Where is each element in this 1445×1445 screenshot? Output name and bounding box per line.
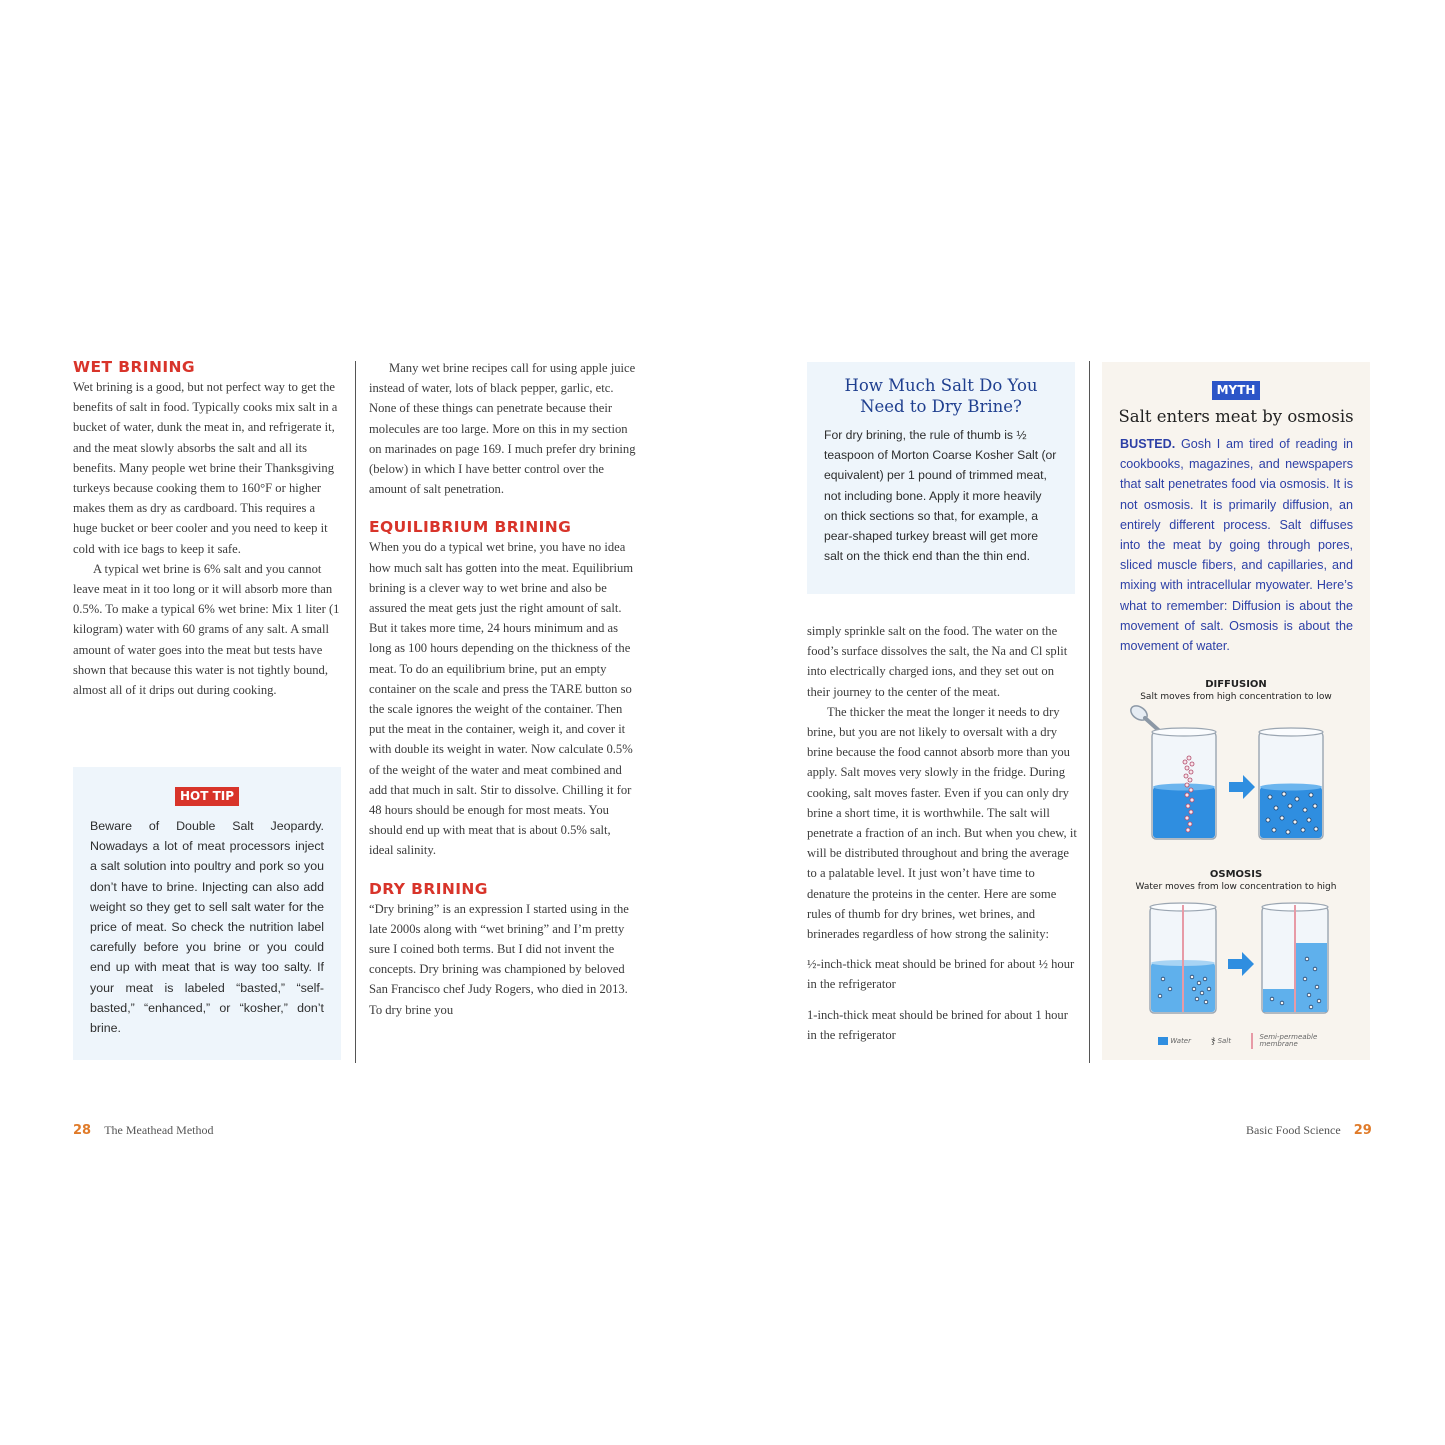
salt-molecule-icon: ჯ: [1211, 1036, 1216, 1046]
glass-high-salt: [1152, 728, 1216, 839]
half-inch-rule: ½-inch-thick meat should be brined for about ½ hour in the refrigerator: [807, 957, 1075, 992]
hot-tip-badge: HOT TIP: [175, 787, 239, 806]
salt-box-title-line-1: How Much Salt Do You: [844, 376, 1038, 395]
glass-before-osmosis: [1150, 903, 1216, 1013]
equilibrium-brining-heading: EQUILIBRIUM BRINING: [369, 518, 572, 537]
dry-brining-heading: DRY BRINING: [369, 879, 488, 898]
column-2: [369, 358, 637, 1020]
arrow-right-icon: [1229, 775, 1255, 799]
apple-juice-paragraph: Many wet brine recipes call for using apple juice instead of water, lots of black pepper, garlic, etc. None of these things can penetrate because their molecules are too large. More on this in my section on marinades on page 169. I much prefer dry brining (below) in which I have better control over the amount of salt penetration.: [369, 361, 636, 497]
legend-salt-label: Salt: [1217, 1037, 1231, 1045]
myth-busted-label: BUSTED.: [1120, 437, 1176, 451]
myth-text-block: [1120, 434, 1353, 656]
diffusion-title: DIFFUSION: [1205, 679, 1267, 690]
sprinkle-paragraph: simply sprinkle salt on the food. The water on the food’s surface dissolves the salt, the Na and Cl split into electrically charged ions, and they set out on their journey to the center of the meat.: [807, 624, 1068, 699]
column-divider-right: [1089, 361, 1090, 1063]
myth-body: Gosh I am tired of reading in cookbooks, magazines, and newspapers that salt penetrates food via osmosis. It is not osmosis. It is primarily diffusion, an entirely different process. Salt diffuses into the meat by going through pores, sliced muscle fibers, and capillaries, and mixing with intracellular myowater. Here’s what to remember: Diffusion is about the movement of salt. Osmosis is about the movement of water.: [1120, 437, 1353, 654]
arrow-right-icon: [1228, 952, 1254, 976]
myth-title: Salt enters meat by osmosis: [1118, 407, 1354, 426]
legend-water-label: Water: [1170, 1037, 1191, 1045]
salt-box-text: For dry brining, the rule of thumb is ½ teaspoon of Morton Coarse Kosher Salt (or equivalent) per 1 pound of trimmed meat, not including bone. Apply it more heavily on thick sections so that, for example, a pear-shaped turkey breast will get more salt on the thick end than the thin end.: [824, 428, 1057, 564]
wet-brining-paragraph-2: A typical wet brine is 6% salt and you cannot leave meat in it too long or it will absorb more than 0.5%. To make a typical 6% wet brine: Mix 1 liter (1 kilogram) water with 60 grams of any salt. A small amount of water goes into the meat but tests have shown that because this water is not tightly bound, almost all of it drips out during cooking.: [73, 561, 340, 698]
running-head-right: Basic Food Science: [1246, 1123, 1341, 1137]
diffusion-diagram: [1127, 702, 1347, 847]
water-swatch: [1158, 1037, 1168, 1045]
salt-box-title-line-2: Need to Dry Brine?: [860, 397, 1022, 416]
diffusion-subtitle: Salt moves from high concentration to low: [1140, 692, 1332, 702]
osmosis-title: OSMOSIS: [1209, 869, 1263, 880]
hot-tip-text: Beware of Double Salt Jeopardy. Nowadays a lot of meat processors inject a salt solution into poultry and pork so you don’t have to brine. Injecting can also add weight so they get to sell salt water for the price of meat. So check the nutrition label carefully before you brine or you could end up with meat that is way too salty. If your meat is labeled “basted,” “self-basted,” “enhanced,” or “kosher,” don’t brine.: [90, 819, 324, 1036]
left-footer: [73, 1119, 213, 1138]
wet-brining-heading: WET BRINING: [73, 358, 196, 376]
membrane-swatch: [1251, 1033, 1253, 1049]
running-head-left: The Meathead Method: [104, 1123, 214, 1137]
diagram-legend: [1158, 1033, 1317, 1049]
column-divider-left: [355, 361, 356, 1063]
column-1: [73, 357, 341, 700]
wet-brining-paragraph-1: Wet brining is a good, but not perfect way to get the benefits of salt in food. Typically cooks mix salt in a bucket of water, dunk the meat in, and refrigerate it, and the meat slowly absorbs the salt and all its benefits. Many people wet brine their Thanksgiving turkeys because cooking them to 160°F or higher makes them as dry as cardboard. This requires a huge bucket or beer cooler and you need to keep it cold with ice bags to keep it safe.: [73, 380, 338, 556]
salt-amount-box: [807, 362, 1075, 594]
glass-diffused: [1259, 728, 1323, 839]
hot-tip-box: [73, 767, 341, 1060]
right-footer: [1246, 1119, 1372, 1138]
legend-membrane-label: Semi-permeable membrane: [1259, 1033, 1318, 1048]
dry-brining-paragraph: “Dry brining” is an expression I started using in the late 2000s along with “wet brining” and I’m pretty sure I coined both terms. But I did not invent the concepts. Dry brining was championed by beloved San Francisco chef Judy Rogers, who died in 2013. To dry brine you: [369, 901, 629, 1017]
equilibrium-brining-paragraph: When you do a typical wet brine, you have no idea how much salt has gotten into the meat. Equilibrium brining is a clever way to wet brine and also be assured the meat gets just the right amount of salt. But it takes more time, 24 hours minimum and as long as 100 hours depending on the thickness of the meat. To do an equilibrium brine, put an empty container on the scale and press the TARE button so the scale ignores the weight of the container. Then put the meat in the container, weigh it, and cover it with double its weight in water. Now calculate 0.5% of the weight of the water and meat combined and add that much in salt. Stir to dissolve. Chilling it for 48 hours should be enough for most meats. You should end up with meat that is about 0.5% salt, ideal salinity.: [369, 540, 634, 858]
one-inch-rule: 1-inch-thick meat should be brined for about 1 hour in the refrigerator: [807, 1007, 1068, 1042]
myth-box: [1102, 362, 1370, 1060]
thicker-meat-paragraph: The thicker the meat the longer it needs to dry brine, but you are not likely to oversalt with a dry brine because the food cannot absorb more than you apply. Salt moves very slowly in the fridge. During cooking, salt moves faster. Even if you can only dry brine a short time, it is worthwhile. The salt will penetrate a fraction of an inch. But when you chew, it will be distributed throughout and bring the average to a palatable level. It just won’t have time to denature the proteins in the center. Here are some rules of thumb for dry brines, wet brines, and brinerades regardless of how strong the salinity:: [807, 704, 1077, 942]
page-number-left: 28: [73, 1123, 92, 1138]
column-3: [807, 621, 1077, 1045]
page-number-right: 29: [1353, 1123, 1372, 1138]
osmosis-subtitle: Water moves from low concentration to high: [1135, 882, 1337, 892]
myth-badge: MYTH: [1212, 381, 1261, 400]
osmosis-diagram: [1127, 899, 1347, 1019]
glass-after-osmosis: [1262, 903, 1328, 1013]
